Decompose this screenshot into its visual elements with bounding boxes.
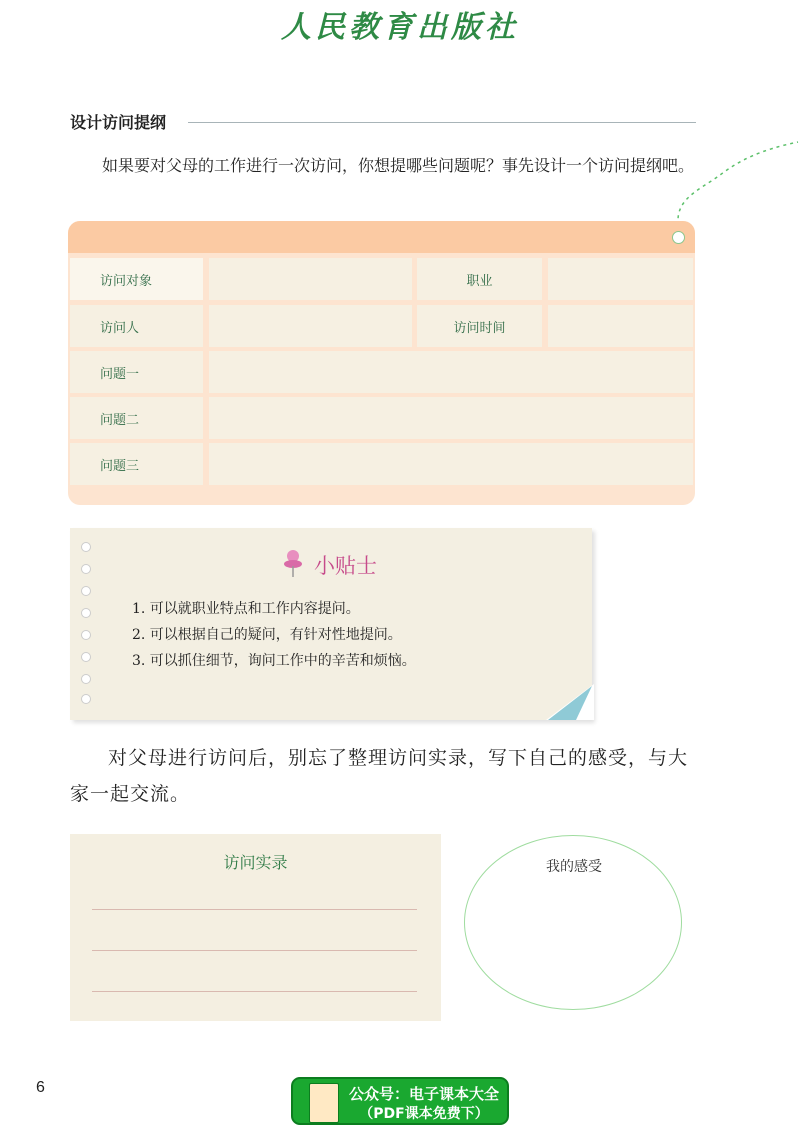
binder-ring-icon [81, 694, 91, 704]
label-interview-target: 访问对象 [70, 258, 203, 300]
label-question-2: 问题二 [70, 397, 203, 439]
promo-badge [291, 1077, 509, 1125]
tip-item: 1. 可以就职业特点和工作内容提问。 [132, 601, 360, 617]
promo-line-2: （PDF课本免费下） [359, 1106, 489, 1122]
page-number: 6 [36, 1079, 45, 1096]
pushpin-icon [282, 548, 304, 578]
my-feelings-bubble[interactable] [464, 835, 682, 1010]
tip-item: 2. 可以根据自己的疑问，有针对性地提问。 [132, 627, 402, 643]
writing-line[interactable] [92, 991, 417, 992]
binder-ring-icon [81, 630, 91, 640]
promo-line-1: 公众号：电子课本大全 [348, 1085, 499, 1103]
section-title: 设计访问提纲 [70, 113, 167, 132]
binder-ring-icon [81, 652, 91, 662]
page-curl-icon [546, 684, 594, 722]
label-occupation: 职业 [417, 258, 542, 300]
binder-hole-icon [672, 231, 685, 244]
writing-line[interactable] [92, 950, 417, 951]
publisher-logo: 人民教育出版社 [281, 10, 519, 45]
interview-outline-table [68, 221, 695, 505]
label-interview-time: 访问时间 [417, 305, 542, 347]
label-interviewer: 访问人 [70, 305, 203, 347]
section-divider [188, 122, 696, 123]
instruction-paragraph: 对父母进行访问后，别忘了整理访问实录，写下自己的感受，与大家一起交流。 [70, 747, 689, 805]
interview-record-box [70, 834, 441, 1021]
binder-ring-icon [81, 674, 91, 684]
binder-ring-icon [81, 564, 91, 574]
record-title: 访问实录 [223, 853, 288, 872]
binder-ring-icon [81, 608, 91, 618]
label-question-3: 问题三 [70, 443, 203, 485]
interview-time-field[interactable] [548, 305, 693, 347]
interviewer-field[interactable] [209, 305, 412, 347]
question-2-field[interactable] [209, 397, 693, 439]
tip-item: 3. 可以抓住细节，询问工作中的辛苦和烦恼。 [132, 653, 416, 669]
occupation-field[interactable] [548, 258, 693, 300]
label-question-1: 问题一 [70, 351, 203, 393]
writing-line[interactable] [92, 909, 417, 910]
binder-ring-icon [81, 542, 91, 552]
feelings-title: 我的感受 [546, 859, 602, 875]
textbook-icon [309, 1083, 339, 1123]
target-field[interactable] [209, 258, 412, 300]
tips-title: 小贴士 [314, 554, 377, 578]
question-3-field[interactable] [209, 443, 693, 485]
question-1-field[interactable] [209, 351, 693, 393]
tips-note [70, 528, 592, 720]
binder-ring-icon [81, 586, 91, 596]
table-header-bar [68, 221, 695, 253]
intro-paragraph: 如果要对父母的工作进行一次访问，你想提哪些问题呢？事先设计一个访问提纲吧。 [102, 156, 695, 175]
